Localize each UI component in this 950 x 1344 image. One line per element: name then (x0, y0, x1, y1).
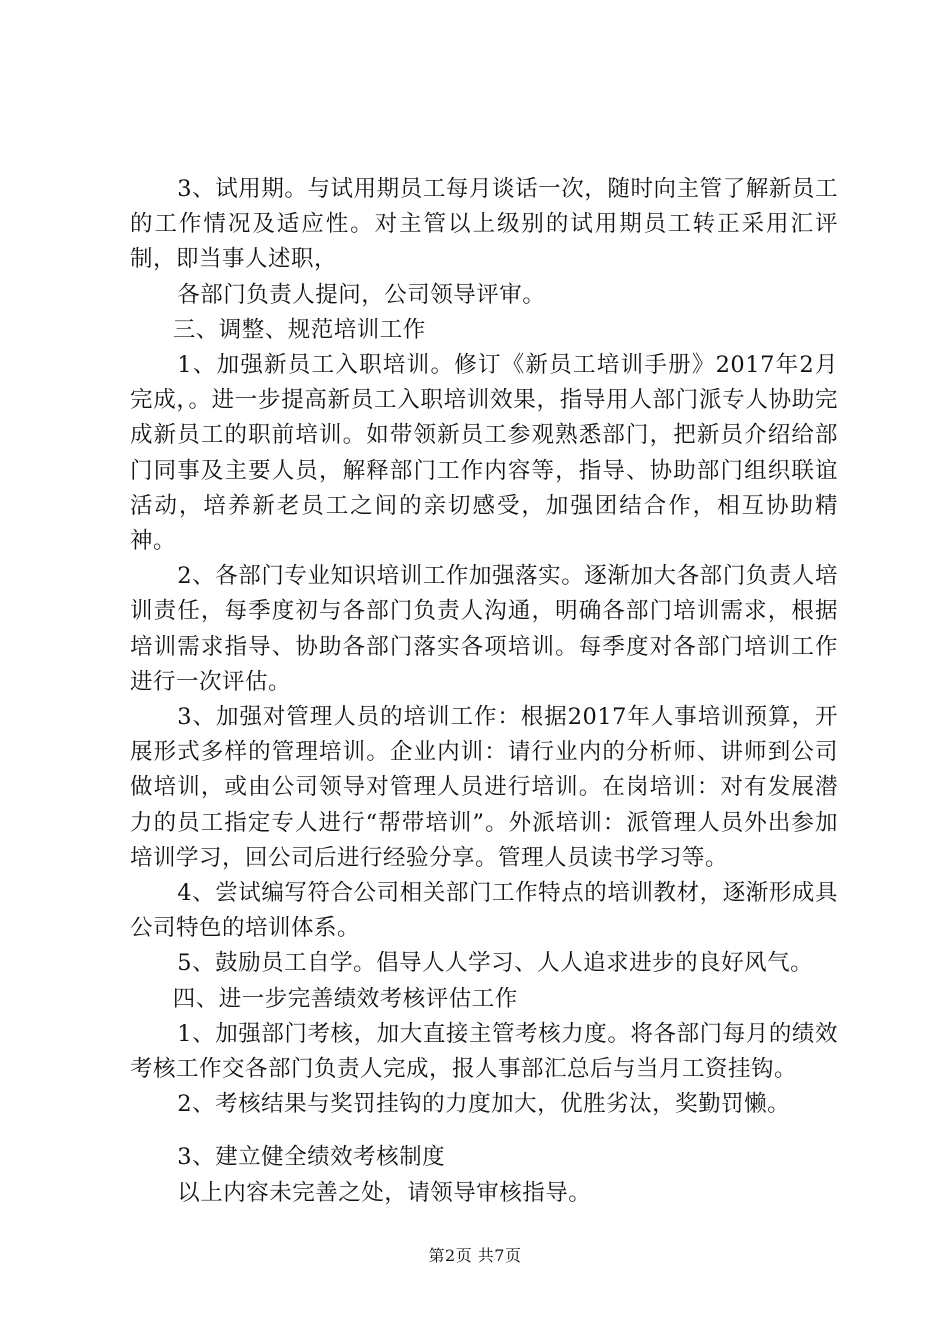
paragraph-reward-penalty: 2、考核结果与奖罚挂钩的力度加大，优胜劣汰，奖勤罚懒。 (177, 1091, 791, 1118)
paragraph-probation-review: 各部门负责人提问，公司领导评审。 (177, 281, 546, 308)
paragraph-gap (130, 1122, 838, 1140)
paragraph-management-training: 3、加强对管理人员的培训工作：根据2017年人事培训预算，开展形式多样的管理培训。企业内训：请行业内的分析师、讲师到公司做培训，或由公司领导对管理人员进行培训。在岗培训：对有发展潜力的员工指定专人进行“帮带培训”。外派培训：派管理人员外出参加培训学习，回公司后进行经验分享。管理人员读书学习等。 (130, 704, 838, 871)
paragraph-training-materials: 4、尝试编写符合公司相关部门工作特点的培训教材，逐渐形成具公司特色的培训体系。 (130, 880, 838, 942)
paragraph-closing: 以上内容未完善之处，请领导审核指导。 (177, 1179, 592, 1206)
paragraph-probation: 3、试用期。与试用期员工每月谈话一次，随时向主管了解新员工的工作情况及适应性。对主管以上级别的试用期员工转正采用汇评制，即当事人述职， (130, 176, 838, 273)
section-heading-training: 三、调整、规范培训工作 (172, 316, 426, 343)
paragraph-self-study: 5、鼓励员工自学。倡导人人学习、人人追求进步的良好风气。 (177, 950, 814, 977)
paragraph-department-training: 2、各部门专业知识培训工作加强落实。逐渐加大各部门负责人培训责任，每季度初与各部门负责人沟通，明确各部门培训需求，根据培训需求指导、协助各部门落实各项培训。每季度对各部门培训工作进行一次评估。 (130, 563, 838, 695)
paragraph-new-employee-training: 1、加强新员工入职培训。修订《新员工培训手册》2017年2月完成，。进一步提高新员工入职培训效果，指导用人部门派专人协助完成新员工的职前培训。如带领新员工参观熟悉部门，把新员介绍给部门同事及主要人员，解释部门工作内容等，指导、协助部门组织联谊活动，培养新老员工之间的亲切感受，加强团结合作，相互协助精神。 (130, 352, 838, 555)
paragraph-department-assessment: 1、加强部门考核，加大直接主管考核力度。将各部门每月的绩效考核工作交各部门负责人完成，报人事部汇总后与当月工资挂钩。 (130, 1020, 838, 1083)
paragraph-assessment-system: 3、建立健全绩效考核制度 (177, 1144, 446, 1171)
page-number-footer: 第2页 共7页 (428, 1246, 522, 1265)
document-body (130, 172, 838, 1211)
section-heading-performance: 四、进一步完善绩效考核评估工作 (172, 985, 518, 1012)
